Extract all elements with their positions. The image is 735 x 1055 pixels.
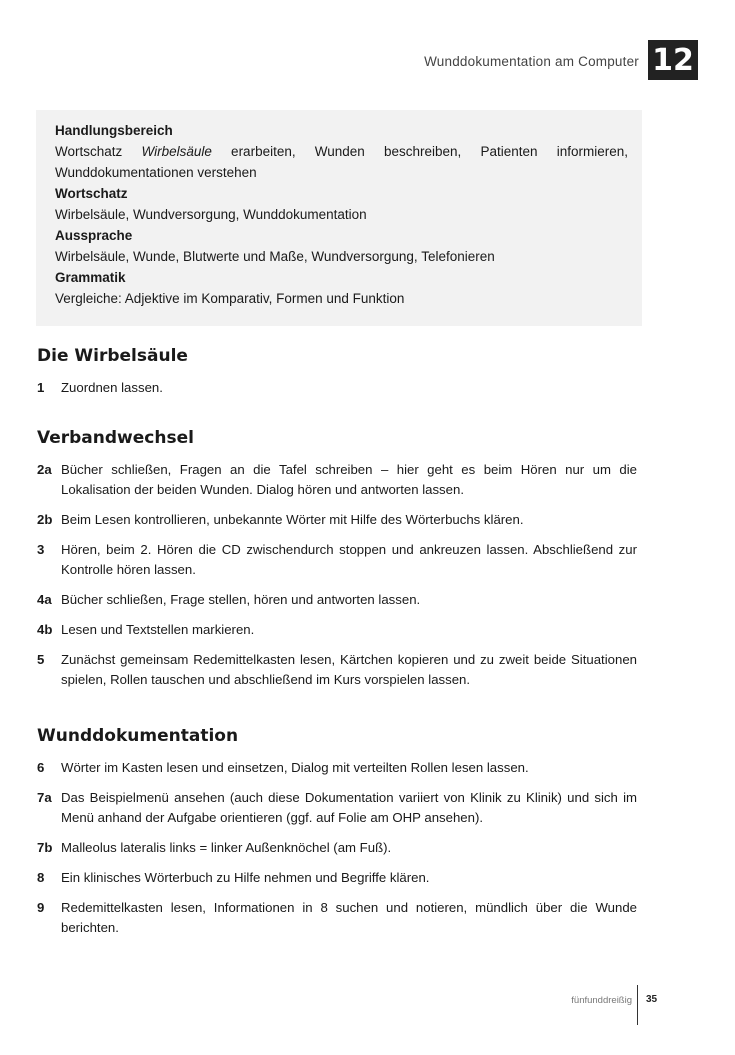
item-text: Lesen und Textstellen markieren. xyxy=(61,622,255,637)
item-text: Ein klinisches Wörterbuch zu Hilfe nehmen und Begriffe klären. xyxy=(61,870,430,885)
chapter-number-badge: 12 xyxy=(648,40,698,80)
list-item xyxy=(37,540,637,580)
item-number: 3 xyxy=(37,542,45,557)
section-heading: Wunddokumentation xyxy=(37,726,239,746)
item-text: Hören, beim 2. Hören die CD zwischendurch stoppen und ankreuzen lassen. Abschließend zur Kontrolle hören lassen. xyxy=(61,542,637,577)
overview-box xyxy=(36,110,642,326)
list-item xyxy=(37,650,637,690)
overview-label: Aussprache xyxy=(55,228,133,243)
section-heading: Verbandwechsel xyxy=(37,428,194,448)
item-number: 5 xyxy=(37,652,45,667)
item-number: 7a xyxy=(37,790,52,805)
list-item xyxy=(37,460,637,500)
item-text: Zunächst gemeinsam Redemittelkasten lesen, Kärtchen kopieren und zu zweit beide Situationen spielen, Rollen tauschen und abschließend im Kurs vorspielen lassen. xyxy=(61,652,637,687)
running-header-title: Wunddokumentation am Computer xyxy=(424,54,639,69)
item-number: 2b xyxy=(37,512,53,527)
list-item xyxy=(37,620,637,640)
page-number: 35 xyxy=(646,994,658,1005)
item-number: 9 xyxy=(37,900,45,915)
section-wunddokumentation xyxy=(37,726,637,938)
overview-text: Wortschatz Wirbelsäule erarbeiten, Wunden beschreiben, Patienten informieren, Wunddokumentationen verstehen xyxy=(55,144,628,180)
item-text: Das Beispielmenü ansehen (auch diese Dokumentation variiert von Klinik zu Klinik) und sich im Menü anhand der Aufgabe orientieren (ggf. auf Folie am OHP ansehen). xyxy=(61,790,637,825)
overview-italic-term: Wirbelsäule xyxy=(141,144,212,159)
overview-text: Wirbelsäule, Wundversorgung, Wunddokumentation xyxy=(55,207,367,222)
footer-page-word: fünfunddreißig xyxy=(571,995,632,1006)
item-text: Zuordnen lassen. xyxy=(61,380,163,395)
list-item xyxy=(37,788,637,828)
section-verbandwechsel xyxy=(37,428,637,690)
list-item xyxy=(37,590,637,610)
overview-text: Vergleiche: Adjektive im Komparativ, Formen und Funktion xyxy=(55,291,405,306)
item-text: Beim Lesen kontrollieren, unbekannte Wörter mit Hilfe des Wörterbuchs klären. xyxy=(61,512,524,527)
list-item xyxy=(37,868,637,888)
section-wirbelsaeule xyxy=(37,346,637,398)
overview-label: Wortschatz xyxy=(55,186,128,201)
list-item xyxy=(37,758,637,778)
item-number: 4a xyxy=(37,592,52,607)
item-text: Redemittelkasten lesen, Informationen in 8 suchen und notieren, mündlich über die Wunde berichten. xyxy=(61,900,637,935)
item-number: 6 xyxy=(37,760,45,775)
item-number: 2a xyxy=(37,462,52,477)
item-text: Wörter im Kasten lesen und einsetzen, Dialog mit verteilten Rollen lesen lassen. xyxy=(61,760,529,775)
footer-divider xyxy=(637,985,638,1025)
list-item xyxy=(37,510,637,530)
item-text: Malleolus lateralis links = linker Außenknöchel (am Fuß). xyxy=(61,840,392,855)
list-item xyxy=(37,378,637,398)
item-text: Bücher schließen, Frage stellen, hören und antworten lassen. xyxy=(61,592,421,607)
item-number: 8 xyxy=(37,870,45,885)
item-text: Bücher schließen, Fragen an die Tafel schreiben – hier geht es beim Hören nur um die Lokalisation der beiden Wunden. Dialog hören und antworten lassen. xyxy=(61,462,637,497)
overview-text: Wirbelsäule, Wunde, Blutwerte und Maße, Wundversorgung, Telefonieren xyxy=(55,249,495,264)
list-item xyxy=(37,898,637,938)
overview-label: Grammatik xyxy=(55,270,126,285)
list-item xyxy=(37,838,637,858)
overview-label: Handlungsbereich xyxy=(55,123,173,138)
item-number: 1 xyxy=(37,380,45,395)
item-number: 4b xyxy=(37,622,53,637)
section-heading: Die Wirbelsäule xyxy=(37,346,188,366)
item-number: 7b xyxy=(37,840,53,855)
